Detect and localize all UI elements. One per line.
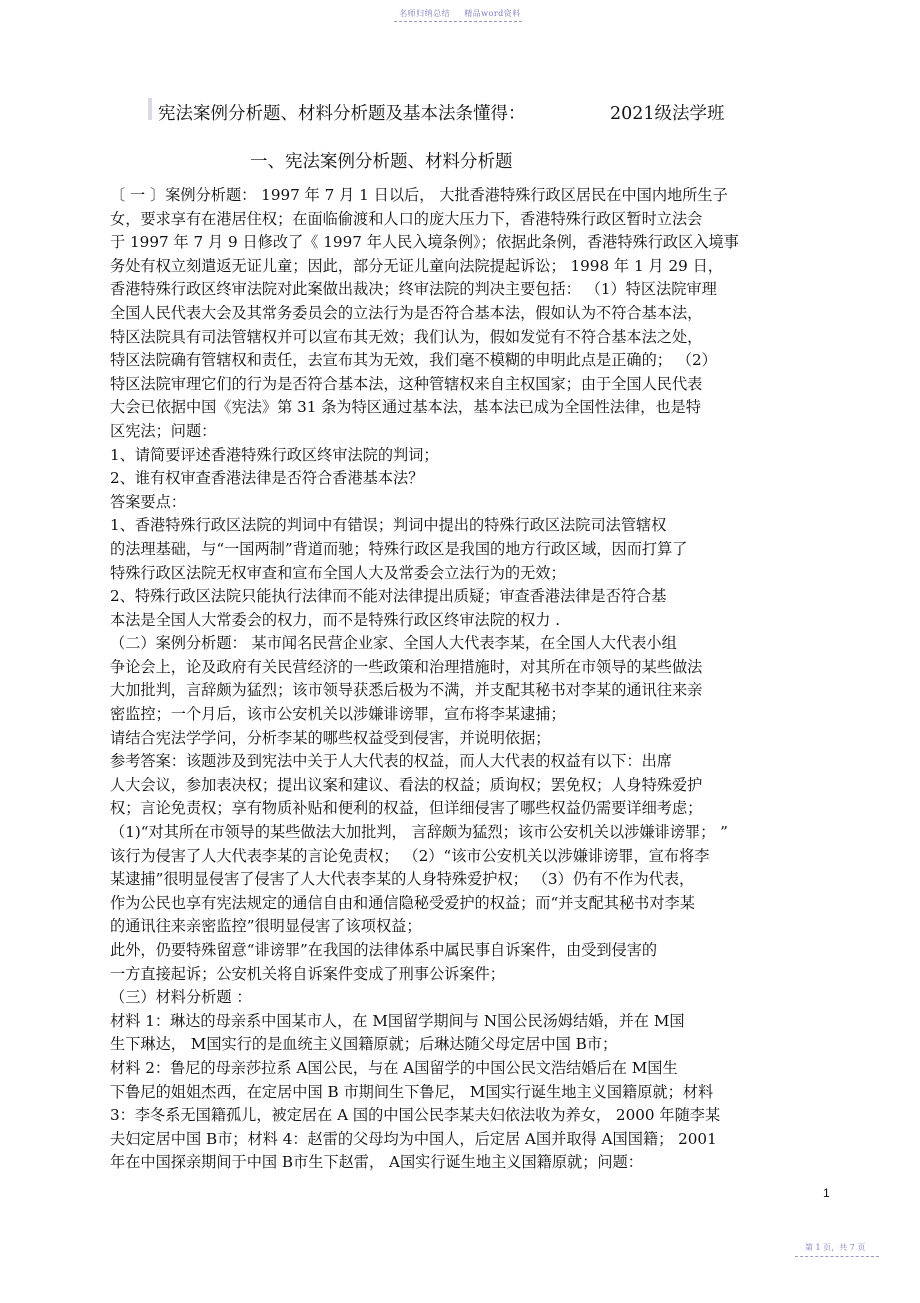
text-line: 特区法院确有管辖权和责任，去宣布其为无效，我们毫不模糊的申明此点是正确的； （2） (110, 351, 717, 370)
text-line: 特区法院具有司法管辖权并可以宣布其无效；我们认为，假如发觉有不符合基本法之处， (110, 327, 703, 346)
text-line: 该行为侵害了人大代表李某的言论免责权； （2）“该市公安机关以涉嫌诽谤罪，宣布将李 (110, 846, 710, 865)
section-heading: 一、宪法案例分析题、材料分析题 (250, 152, 513, 172)
text-line: 3：李冬系无国籍孤儿，被定居在 A 国的中国公民李某夫妇依法收为养女， 2000 年随李某 (110, 1106, 721, 1125)
text-line: 2、特殊行政区法院只能执行法律而不能对法律提出质疑；审查香港法律是否符合基 (110, 587, 667, 606)
text-line: 此外，仍要特殊留意“诽谤罪”在我国的法律体系中属民事自诉案件，由受到侵害的 (110, 941, 658, 959)
text-line: 特殊行政区法院无权审查和宣布全国人大及常委会立法行为的无效； (110, 563, 566, 582)
text-line: 于 1997 年 7 月 9 日修改了《 1997 年人民入境条例》；依据此条例，香港特殊行政区入境事 (110, 233, 739, 252)
header-right-text: 精品word资料 (464, 9, 521, 18)
text-line: 请结合宪法学学问，分析李某的哪些权益受到侵害，并说明依据； (110, 728, 551, 747)
text-line: （二）案例分析题： 某市闻名民营企业家、全国人大代表李某，在全国人大代表小组 (110, 634, 677, 653)
text-line: 本法是全国人大常委会的权力，而不是特殊行政区终审法院的权力 . (110, 610, 561, 629)
text-line: 答案要点： (110, 492, 186, 511)
text-line: 材料 2：鲁尼的母亲莎拉系 A国公民，与在 A国留学的中国公民文浩结婚后在 M国生 (110, 1058, 678, 1077)
header-rule (394, 21, 522, 22)
text-line: 1、请简要评述香港特殊行政区终审法院的判词； (110, 445, 439, 464)
body-text (110, 184, 830, 1175)
text-line: 大会已依据中国《宪法》第 31 条为特区通过基本法，基本法已成为全国性法律，也是特 (110, 398, 701, 417)
text-line: 大加批判，言辞颇为猛烈；该市领导获悉后极为不满，并支配其秘书对李某的通讯往来亲 (110, 681, 703, 700)
text-line: 密监控；一个月后，该市公安机关以涉嫌诽谤罪，宣布将李某逮捕； (110, 705, 566, 724)
text-line: 〔 一 〕案例分析题： 1997 年 7 月 1 日以后， 大批香港特殊行政区居民在中国内地所生子 (110, 186, 728, 204)
title-margin-bar (148, 98, 152, 120)
text-line: 争论会上，论及政府有关民营经济的一些政策和治理措施时，对其所在市领导的某些做法 (110, 657, 703, 676)
text-line: 人大会议，参加表决权；提出议案和建议、看法的权益；质询权；罢免权；人身特殊爱护 (110, 775, 703, 794)
header-left-text: 名师归纳总结 (399, 9, 451, 18)
text-line: （三）材料分析题 ： (110, 988, 252, 1007)
footer-rule (795, 1256, 879, 1257)
text-line: 2、谁有权审查香港法律是否符合香港基本法？ (110, 469, 424, 488)
text-line: 香港特殊行政区终审法院对此案做出裁决；终审法院的判决主要包括： （1）特区法院审理 (110, 280, 717, 299)
title-main: 宪法案例分析题、材料分析题及基本法条懂得： (158, 104, 526, 124)
footer-page-count: 第 1 页，共 7 页 (805, 1243, 866, 1252)
text-line: 区宪法；问题： (110, 421, 217, 440)
document-title (158, 100, 725, 125)
text-line: 某逮捕”很明显侵害了侵害了人大代表李某的人身特殊爱护权； （3）仍有不作为代表， (110, 870, 695, 889)
text-line: 年在中国探亲期间于中国 B市生下赵雷， A国实行诞生地主义国籍原就；问题： (110, 1153, 643, 1172)
text-line: 一方直接起诉；公安机关将自诉案件变成了刑事公诉案件； (110, 964, 505, 983)
text-line: 生下琳达， M国实行的是血统主义国籍原就；后琳达随父母定居中国 B市； (110, 1035, 618, 1054)
text-line: 务处有权立刻遣返无证儿童；因此，部分无证儿童向法院提起诉讼； 1998 年 1 月 29 日， (110, 256, 723, 275)
title-class: 2021级法学班 (610, 104, 725, 124)
text-line: 全国人民代表大会及其常务委员会的立法行为是否符合基本法，假如认为不符合基本法， (110, 303, 703, 322)
text-line: 1、香港特殊行政区法院的判词中有错误；判词中提出的特殊行政区法院司法管辖权 (110, 516, 667, 535)
text-line: 下鲁尼的姐姐杰西，在定居中国 B 市期间生下鲁尼， M国实行诞生地主义国籍原就；材料 (110, 1082, 714, 1101)
text-line: 夫妇定居中国 B市；材料 4：赵雷的父母均为中国人，后定居 A国并取得 A国国籍； 2001 (110, 1129, 717, 1148)
text-line: 特区法院审理它们的行为是否符合基本法，这种管辖权来自主权国家；由于全国人民代表 (110, 374, 703, 393)
text-line: 参考答案：该题涉及到宪法中关于人大代表的权益，而人大代表的权益有以下：出席 (110, 752, 672, 771)
header-watermark (0, 8, 920, 19)
page-number: 1 (823, 1186, 830, 1200)
text-line: 材料 1：琳达的母亲系中国某市人，在 M国留学期间与 N国公民汤姆结婚，并在 M国 (110, 1011, 685, 1030)
text-line: 的通讯往来亲密监控”很明显侵害了该项权益； (110, 917, 422, 936)
text-line: 的法理基础，与“一国两制”背道而驰；特殊行政区是我国的地方行政区域，因而打算了 (110, 539, 688, 558)
text-line: 权；言论免责权；享有物质补贴和便利的权益，但详细侵害了哪些权益仍需要详细考虑； (110, 799, 703, 818)
text-line: （1)“对其所在市领导的某些做法大加批判， 言辞颇为猛烈；该市公安机关以涉嫌诽谤罪； ” (110, 823, 728, 842)
text-line: 女，要求享有在港居住权；在面临偷渡和人口的庞大压力下，香港特殊行政区暂时立法会 (110, 209, 703, 228)
text-line: 作为公民也享有宪法规定的通信自由和通信隐秘受爱护的权益；而“并支配其秘书对李某 (110, 893, 695, 912)
